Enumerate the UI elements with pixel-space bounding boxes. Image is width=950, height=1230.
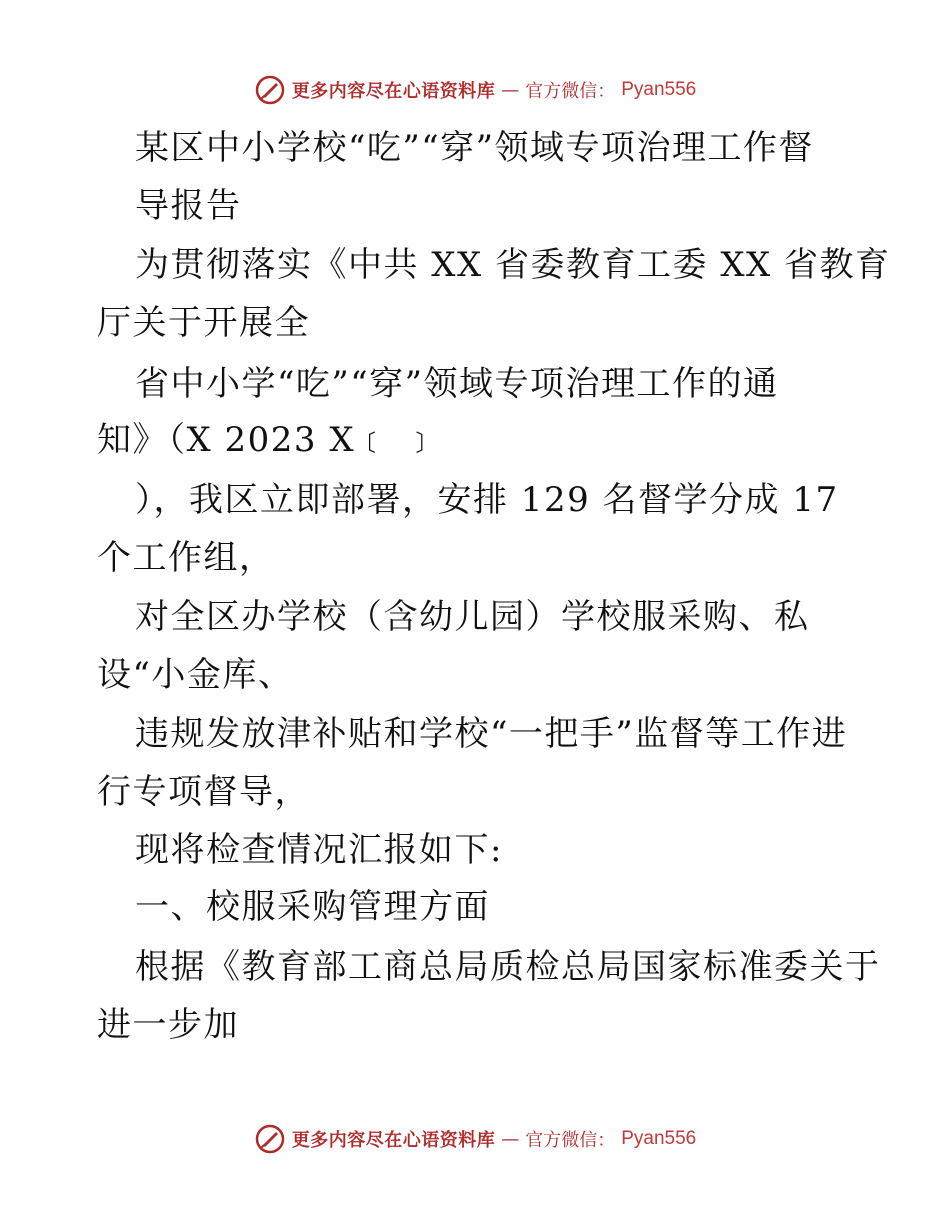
paragraph-line: ），我区立即部署，安排 129 名督学分成 17 — [135, 480, 839, 520]
watermark-brand: 更多内容尽在心语资料库 — [291, 81, 496, 102]
watermark-dash: — — [501, 1128, 520, 1150]
paragraph-line: 设“小金库、 — [97, 655, 294, 695]
paragraph-line: 根据《教育部工商总局质检总局国家标准委关于 — [135, 947, 881, 987]
paragraph-line: 进一步加 — [97, 1005, 239, 1045]
quill-logo-icon — [254, 1123, 286, 1155]
document-title-line-1: 某区中小学校“吃”“穿”领域专项治理工作督 — [135, 128, 815, 168]
section-heading: 一、校服采购管理方面 — [135, 887, 490, 927]
watermark-label: 官方微信： — [525, 1130, 616, 1151]
paragraph-line: 为贯彻落实《中共 XX 省委教育工委 XX 省教育 — [135, 245, 891, 285]
header-watermark — [0, 70, 950, 110]
paragraph-line: 违规发放津补贴和学校“一把手”监督等工作进 — [135, 714, 848, 754]
watermark-brand: 更多内容尽在心语资料库 — [291, 1130, 496, 1151]
paragraph-line: 省中小学“吃”“穿”领域专项治理工作的通 — [135, 364, 779, 404]
paragraph-line: 个工作组， — [97, 538, 275, 578]
quill-logo-icon — [254, 74, 286, 106]
watermark-label: 官方微信： — [525, 81, 616, 102]
watermark-dash: — — [501, 79, 520, 101]
paragraph-line: 对全区办学校（含幼儿园）学校服采购、私 — [135, 597, 810, 637]
paragraph-line: 知》（X 2023 X﹝ ﹞ — [97, 420, 439, 460]
paragraph-line: 厅关于开展全 — [97, 303, 310, 343]
footer-watermark — [0, 1119, 950, 1159]
watermark-id: Pyan556 — [621, 1128, 697, 1149]
paragraph-line: 现将检查情况汇报如下: — [135, 830, 503, 870]
watermark-id: Pyan556 — [621, 79, 697, 100]
paragraph-line: 行专项督导， — [97, 772, 310, 812]
document-title-line-2: 导报告 — [135, 186, 242, 226]
